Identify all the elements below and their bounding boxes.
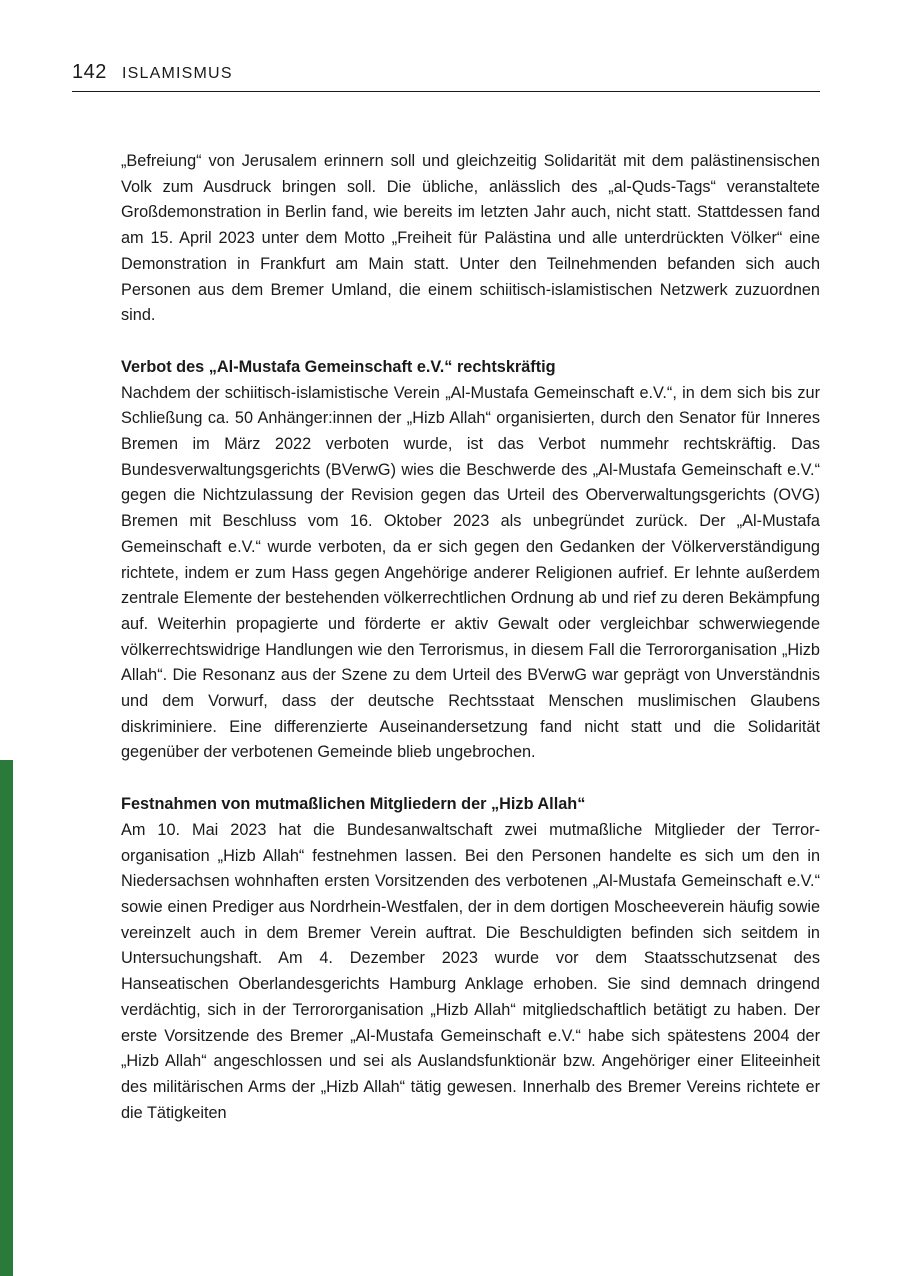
running-head: ISLAMISMUS: [122, 65, 233, 82]
page-header: [72, 58, 820, 92]
section-spacer: [121, 766, 820, 792]
section-paragraph-verbot: Nachdem der schiitisch-islamistische Verein „Al-Mustafa Gemeinschaft e.V.“, in dem sich bis zur Schließung ca. 50 Anhänger:innen der „Hizb Allah“ organisierten, durch den Senator für Inneres Bremen im März 2022 verboten wurde, ist das Verbot nummehr rechtskräftig. Das Bundesverwaltungsgerichts (BVerwG) wies die Beschwerde des „Al-Mustafa Gemeinschaft e.V.“ gegen die Nichtzulassung der Revision gegen das Urteil des Oberverwaltungsgerichts (OVG) Bremen mit Beschluss vom 16. Oktober 2023 als unbegründet zurück. Der „Al-Mustafa Gemeinschaft e.V.“ wurde verboten, da er sich gegen den Gedanken der Völkerverständigung richtete, indem er zum Hass gegen Angehörige anderer Religionen aufrief. Er lehnte außerdem zentrale Elemente der bestehenden völkerrechtlichen Ordnung ab und rief zu deren Bekämpfung auf. Weiterhin propagierte und förderte er aktiv Gewalt oder vergleichbar schwerwiegende völkerrechtswidrige Handlungen wie den Terrorismus, in diesem Fall die Terrororganisation „Hizb Allah“. Die Resonanz aus der Szene zu dem Urteil des BVerwG war geprägt von Unverständnis und dem Vorwurf, dass der deutsche Rechtsstaat Menschen muslimischen Glaubens diskriminiere. Eine differenzierte Auseinandersetzung fand nicht statt und die Solidarität gegenüber der verbotenen Gemeinde blieb ungebrochen.: [121, 383, 820, 762]
page-number: 142: [72, 61, 107, 83]
chapter-color-bar: [0, 760, 13, 1276]
section-heading-verbot: Verbot des „Al-Mustafa Gemeinschaft e.V.“ rechtskräftig: [121, 357, 556, 376]
section-spacer: [121, 329, 820, 355]
intro-paragraph: „Befreiung“ von Jerusalem erinnern soll und gleichzeitig Solidarität mit dem palästinensischen Volk zum Ausdruck bringen soll. Die übliche, anlässlich des „al-Quds-Tags“ veranstaltete Großdemonstration in Berlin fand, wie bereits im letzten Jahr auch, nicht statt. Stattdessen fand am 15. April 2023 unter dem Motto „Freiheit für Palästina und alle unterdrückten Völker“ eine Demonstration in Frankfurt am Main statt. Unter den Teilnehmenden befanden sich auch Personen aus dem Bremer Umland, die einem schiitisch-islamistischen Netzwerk zuzuordnen sind.: [121, 152, 820, 325]
page-body: [121, 149, 820, 1126]
section-paragraph-festnahmen: Am 10. Mai 2023 hat die Bundesanwaltschaft zwei mutmaßliche Mitglieder der Terrororganisation „Hizb Allah“ festnehmen lassen. Bei den Personen handelte es sich um den in Niedersachsen wohnhaften ersten Vorsitzenden des verbotenen „Al-Mustafa Gemeinschaft e.V.“ sowie einen Prediger aus Nordrhein-Westfalen, der in dem dortigen Moscheeverein häufig sowie vereinzelt auch in dem Bremer Verein auftrat. Die Beschuldigten befinden sich seitdem in Untersuchungshaft. Am 4. Dezember 2023 wurde vor dem Staatsschutzsenat des Hanseatischen Oberlandesgerichts Hamburg Anklage erhoben. Sie sind demnach dringend verdächtig, sich in der Terrororganisation „Hizb Allah“ mitgliedschaftlich betätigt zu haben. Der erste Vorsitzende des Bremer „Al-Mustafa Gemeinschaft e.V.“ habe sich spätestens 2004 der „Hizb Allah“ angeschlossen und sei als Auslandsfunktionär bzw. Angehöriger einer Eliteeinheit des militärischen Arms der „Hizb Allah“ tätig gewesen. Innerhalb des Bremer Vereins richtete er die Tätigkeiten: [121, 820, 820, 1122]
section-heading-festnahmen: Festnahmen von mutmaßlichen Mitgliedern der „Hizb Allah“: [121, 795, 586, 814]
